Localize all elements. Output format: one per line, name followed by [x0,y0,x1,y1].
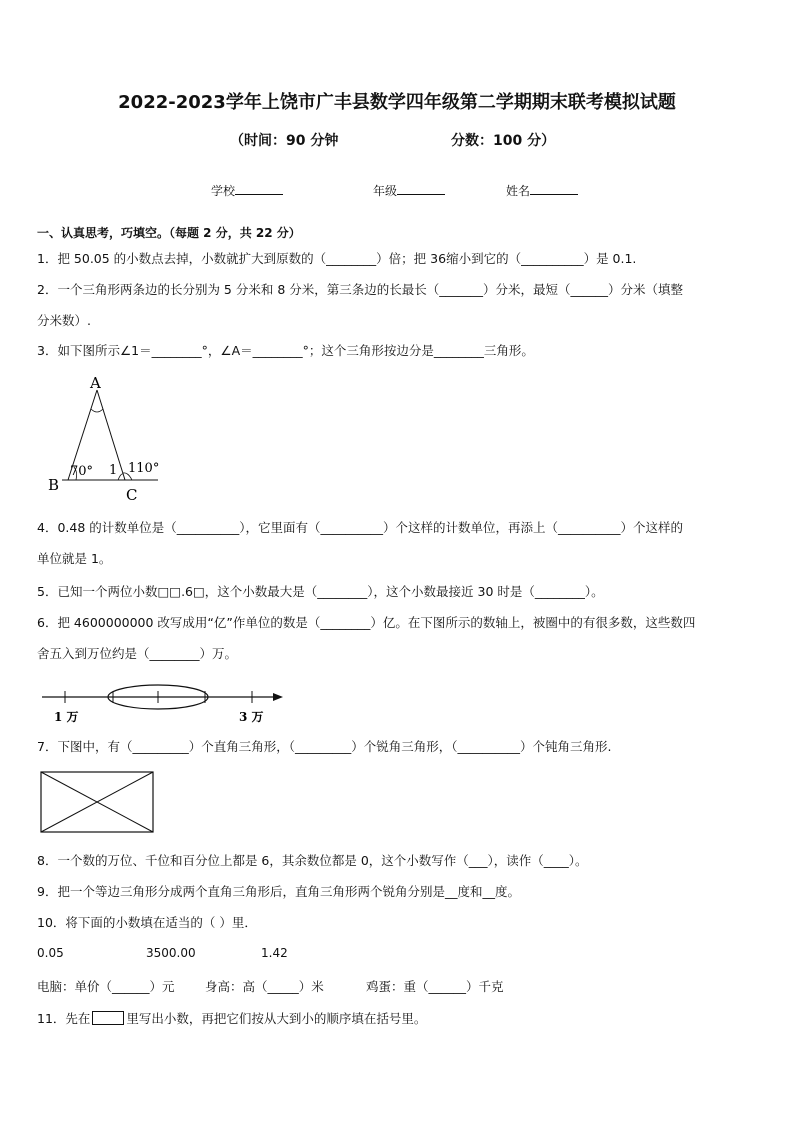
answer-box[interactable] [92,1011,124,1025]
number-line-right-label: 3 万 [239,710,264,724]
name-field [506,182,578,199]
school-field [211,182,283,199]
question-4-line-1: 4．0.48 的计数单位是（__________），它里面有（__________）个这样的计数单位，再添上（__________）个这样的 [37,520,684,535]
decimal-value-3: 1.42 [261,946,288,960]
angle-1-label: 1 [109,463,118,478]
question-11-prefix: 11．先在 [37,1011,91,1026]
grade-label: 年级 [373,184,398,198]
number-line-figure [38,680,288,730]
fill-computer-price: 电脑：单价（______）元 [37,979,175,994]
question-5: 5．已知一个两位小数□□.6□，这个小数最大是（________），这个小数最接近 30 时是（________）。 [37,584,604,599]
question-2-line-2: 分米数）. [37,313,91,328]
question-1: 1．把 50.05 的小数点去掉，小数就扩大到原数的（________）倍；把 36缩小到它的（__________）是 0.1. [37,251,637,266]
question-3: 3．如下图所示∠1＝________°，∠A＝________°；这个三角形按边分是________三角形。 [37,343,534,358]
decimal-value-1: 0.05 [37,946,64,960]
number-line-left-label: 1 万 [54,710,79,724]
question-6-line-1: 6．把 4600000000 改写成用“亿”作单位的数是（________）亿。在下图所示的数轴上，被圈中的有很多数，这些数四 [37,615,696,630]
grade-field [373,182,445,199]
angle-ext-label: 110° [128,461,160,476]
school-label: 学校 [211,184,236,198]
exam-time: （时间：90 分钟 [230,133,339,149]
question-6-line-2: 舍五入到万位约是（________）万。 [37,646,238,661]
exam-score: 分数：100 分） [451,133,556,149]
fill-egg-weight: 鸡蛋：重（______）千克 [366,979,504,994]
grade-blank[interactable] [397,183,445,195]
triangle-figure [40,370,170,510]
label-b: B [48,476,60,494]
label-a: A [90,374,101,392]
question-2-line-1: 2．一个三角形两条边的长分别为 5 分米和 8 分米，第三条边的长最长（_______）分米，最短（______）分米（填整 [37,282,684,297]
decimal-value-2: 3500.00 [146,946,196,960]
name-blank[interactable] [530,183,578,195]
question-11 [37,1011,426,1027]
label-c: C [126,486,138,504]
question-9: 9．把一个等边三角形分成两个直角三角形后，直角三角形两个锐角分别是__度和__度。 [37,884,520,899]
section-heading: 一、认真思考，巧填空。（每题 2 分，共 22 分） [37,226,301,240]
angle-b-label: 70° [70,464,94,479]
fill-height: 身高：高（_____）米 [205,979,324,994]
question-4-line-2: 单位就是 1。 [37,551,112,566]
question-11-suffix: 里写出小数，再把它们按从大到小的顺序填在括号里。 [126,1011,427,1026]
rectangle-diagonals-figure [38,770,158,836]
page-title: 2022-2023学年上饶市广丰县数学四年级第二学期期末联考模拟试题 [118,92,676,113]
question-7: 7．下图中，有（_________）个直角三角形，（_________）个锐角三角形，（__________）个钝角三角形. [37,739,612,754]
name-label: 姓名 [506,184,531,198]
question-10: 10．将下面的小数填在适当的（ ）里． [37,915,257,930]
question-8: 8．一个数的万位、千位和百分位上都是 6，其余数位都是 0，这个小数写作（___），读作（____）。 [37,853,588,868]
school-blank[interactable] [235,183,283,195]
